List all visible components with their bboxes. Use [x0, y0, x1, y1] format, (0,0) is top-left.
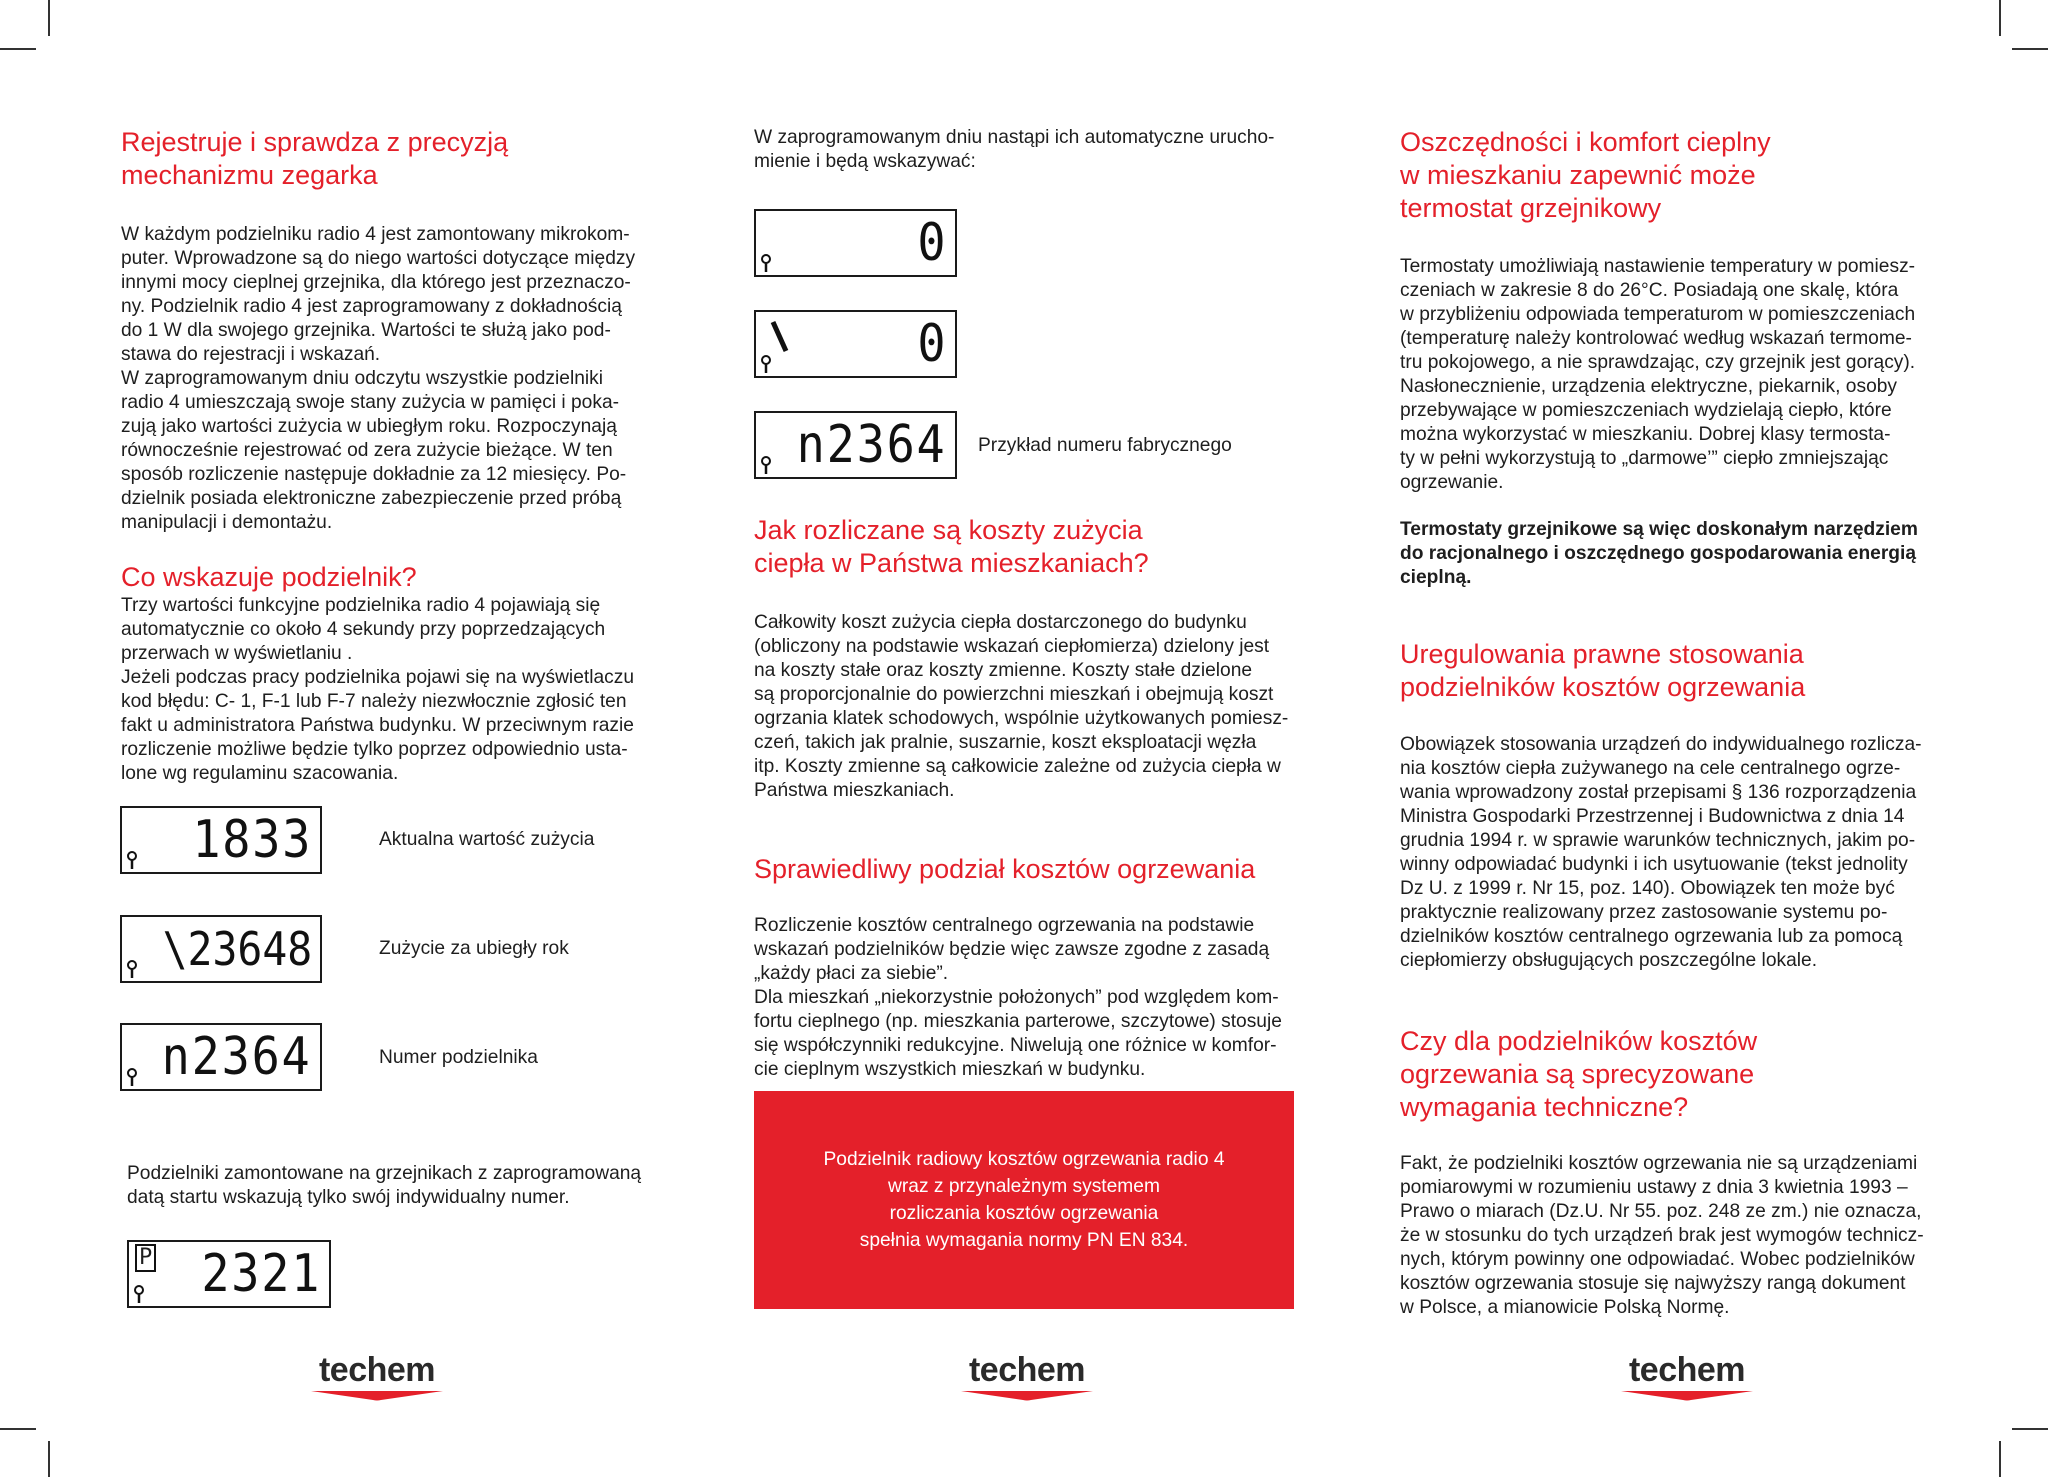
heading-what-shows: Co wskazuje podzielnik? — [121, 562, 417, 592]
antenna-icon — [758, 453, 774, 475]
paragraph-costs: Całkowity koszt zużycia ciepła dostarczonego do budynku (obliczony na podstawie wskazań ciepłomierza) dzielony jest na koszty stałe oraz koszty zmienne. Koszty stałe dzielone są proporcjonalnie do powierzchni mieszkań i obejmują koszt ogrzania klatek schodowych, wspólnie użytkowanych pomiesz- czeń, takich jak pralnie, suszarnie, koszt eksploatacji węzła itp. Koszty zmienne są całkowicie zależne od zużycia ciepła w Państwa mieszkaniach. — [754, 612, 1289, 801]
lcd-value: 0 — [917, 314, 947, 374]
heading-thermostat: Oszczędności i komfort cieplny w mieszkaniu zapewnić może termostat grzejnikowy — [1400, 127, 1771, 223]
norm-callout — [754, 1091, 1294, 1309]
logo-swoosh — [957, 1388, 1097, 1402]
crop-mark — [48, 1441, 50, 1477]
lcd-value: 1833 — [192, 810, 312, 870]
logo-swoosh — [307, 1388, 447, 1402]
antenna-icon — [131, 1282, 147, 1304]
paragraph-thermostat-bold: Termostaty grzejnikowe są więc doskonałym narzędziem do racjonalnego i oszczędnego gospodarowania energią cieplną. — [1400, 519, 1918, 588]
paragraph-intro: W zaprogramowanym dniu nastąpi ich automatyczne urucho- mienie i będą wskazywać: — [754, 127, 1275, 172]
crop-mark — [0, 1428, 36, 1430]
crop-mark — [1999, 0, 2001, 36]
paragraph-technical-requirements: Fakt, że podzielniki kosztów ogrzewania nie są urządzeniami pomiarowymi w rozumieniu ustawy z dnia 3 kwietnia 1993 – Prawo o miarach (Dz.U. Nr 55. poz. 248 ze zm.) nie oznacza, że w stosunku do tych urządzeń brak jest wymogów technicz- nych, którym powinny one odpowiadać. Wobec podzielników kosztów ogrzewania stosuje się najwyższy rangą dokument w Polsce, a mianowicie Polską Normę. — [1400, 1153, 1924, 1318]
lcd-value: n2364 — [797, 415, 947, 475]
caption-factory-number: Przykład numeru fabrycznego — [978, 435, 1232, 456]
lcd-last-year — [120, 915, 322, 983]
crop-mark — [2012, 1428, 2048, 1430]
lcd-value: 2321 — [201, 1244, 321, 1304]
caption-device-number: Numer podzielnika — [379, 1047, 538, 1068]
lcd-zero-2 — [754, 310, 957, 378]
paragraph-functions: Trzy wartości funkcyjne podzielnika radio 4 pojawiają się automatycznie co około 4 sekundy przy poprzedzających przerwach w wyświetlaniu . Jeżeli podczas pracy podzielnika pojawi się na wyświetlaczu kod błędu: C- 1, F-1 lub F-7 należy niezwłocznie zgłosić ten fakt u administratora Państwa budynku. W przeciwnym razie rozliczenie możliwe będzie tylko poprzez odpowiednio usta- lone wg regulaminu szacowania. — [121, 595, 634, 784]
lcd-start-number — [127, 1240, 331, 1308]
heading-legal: Uregulowania prawne stosowania podzielników kosztów ogrzewania — [1400, 639, 1806, 702]
heading-precision: Rejestruje i sprawdza z precyzją mechanizmu zegarka — [121, 127, 509, 190]
logo-wordmark: techem — [1628, 1351, 1746, 1389]
lcd-zero-1 — [754, 209, 957, 277]
caption-last-year: Zużycie za ubiegły rok — [379, 938, 569, 959]
antenna-icon — [124, 957, 140, 979]
lcd-device-number — [120, 1023, 322, 1091]
paragraph-start-date: Podzielniki zamontowane na grzejnikach z zaprogramowaną datą startu wskazują tylko swój indywidualny numer. — [127, 1163, 642, 1208]
antenna-icon — [124, 848, 140, 870]
logo-wordmark: techem — [318, 1351, 436, 1389]
paragraph-thermostat: Termostaty umożliwiają nastawienie temperatury w pomiesz- czeniach w zakresie 8 do 26°C. Posiadają one skalę, która w przybliżeniu odpowiada temperaturom w pomieszczeniach (temperaturę należy kontrolować według wskazań termome- tru pokojowego, a nie sprawdzając, czy grzejnik jest gorący). Nasłonecznienie, urządzenia elektryczne, piekarnik, osoby przebywające w pomieszczeniach wydzielają ciepło, które można wykorzystać w mieszkaniu. Dobrej klasy termosta- ty w pełni wykorzystują to „darmowe’” ciepło zmniejszając ogrzewanie. — [1400, 256, 1916, 493]
techem-logo — [1617, 1352, 1757, 1400]
crop-mark — [2012, 48, 2048, 50]
column-right — [1400, 126, 1930, 1320]
column-left — [121, 126, 651, 786]
column-middle — [754, 126, 1294, 174]
paragraph-fair-split: Rozliczenie kosztów centralnego ogrzewania na podstawie wskazań podzielników będzie więc zawsze zgodne z zasadą „każdy płaci za siebie”. Dla mieszkań „niekorzystnie położonych” pod względem kom- fortu cieplnego (np. mieszkania parterowe, szczytowe) stosuje się współczynniki redukcyjne. Niwelują one różnice w komfor- cie cieplnym wszystkich mieszkań w budynku. — [754, 915, 1282, 1080]
lcd-value: \23648 — [162, 922, 312, 976]
norm-callout-text: Podzielnik radiowy kosztów ogrzewania radio 4 wraz z przynależnym systemem rozliczania kosztów ogrzewania spełnia wymagania normy PN EN 834. — [823, 1149, 1225, 1251]
logo-swoosh — [1617, 1388, 1757, 1402]
lcd-factory-number — [754, 411, 957, 479]
logo-wordmark: techem — [968, 1351, 1086, 1389]
crop-mark — [48, 0, 50, 36]
lcd-p-symbol: P — [135, 1244, 156, 1272]
caption-current: Aktualna wartość zużycia — [379, 829, 595, 850]
lcd-value: n2364 — [162, 1027, 312, 1087]
paragraph-legal: Obowiązek stosowania urządzeń do indywidualnego rozlicza- nia kosztów ciepła zużywanego na cele centralnego ogrze- wania wprowadzony został przepisami § 136 rozporządzenia Ministra Gospodarki Przestrzennej i Budownictwa z dnia 14 grudnia 1994 r. w sprawie warunków technicznych, jakim po- winny odpowiadać budynki i ich usytuowanie (tekst jednolity Dz U. z 1999 r. Nr 15, poz. 140). Obowiązek ten może być praktycznie realizowany przez zastosowanie systemu po- dzielników kosztów centralnego ogrzewania lub za pomocą ciepłomierzy obsługujących poszczególne lokale. — [1400, 734, 1922, 971]
paragraph-microcomputer: W każdym podzielniku radio 4 jest zamontowany mikrokom- puter. Wprowadzone są do niego wartości dotyczące między innymi mocy cieplnej grzejnika, dla którego jest przeznaczo- ny. Podzielnik radio 4 jest zaprogramowany z dokładnością do 1 W dla swojego grzejnika. Wartości te służą jako pod- stawa do rejestracji i wskazań. W zaprogramowanym dniu odczytu wszystkie podzielniki radio 4 umieszczają swoje stany zużycia w pamięci i poka- zują jako wartości zużycia w ubiegłym roku. Rozpoczynają równocześnie rejestrować od zera zużycie bieżące. W ten sposób rozliczenie następuje dokładnie za 12 miesięcy. Po- dzielnik posiada elektroniczne zabezpieczenie przed próbą manipulacji i demontażu. — [121, 224, 636, 533]
lcd-current-consumption — [120, 806, 322, 874]
heading-technical-requirements: Czy dla podzielników kosztów ogrzewania są sprecyzowane wymagania techniczne? — [1400, 1026, 1758, 1122]
heading-fair-split: Sprawiedliwy podział kosztów ogrzewania — [754, 854, 1256, 884]
crop-mark — [0, 48, 36, 50]
heading-costs: Jak rozliczane są koszty zużycia ciepła w Państwa mieszkaniach? — [754, 515, 1149, 578]
lcd-value: 0 — [917, 213, 947, 273]
techem-logo — [307, 1352, 447, 1400]
antenna-icon — [758, 251, 774, 273]
pen-icon — [770, 318, 790, 356]
crop-mark — [1999, 1441, 2001, 1477]
column-middle-lower — [754, 514, 1294, 1082]
techem-logo — [957, 1352, 1097, 1400]
antenna-icon — [124, 1065, 140, 1087]
